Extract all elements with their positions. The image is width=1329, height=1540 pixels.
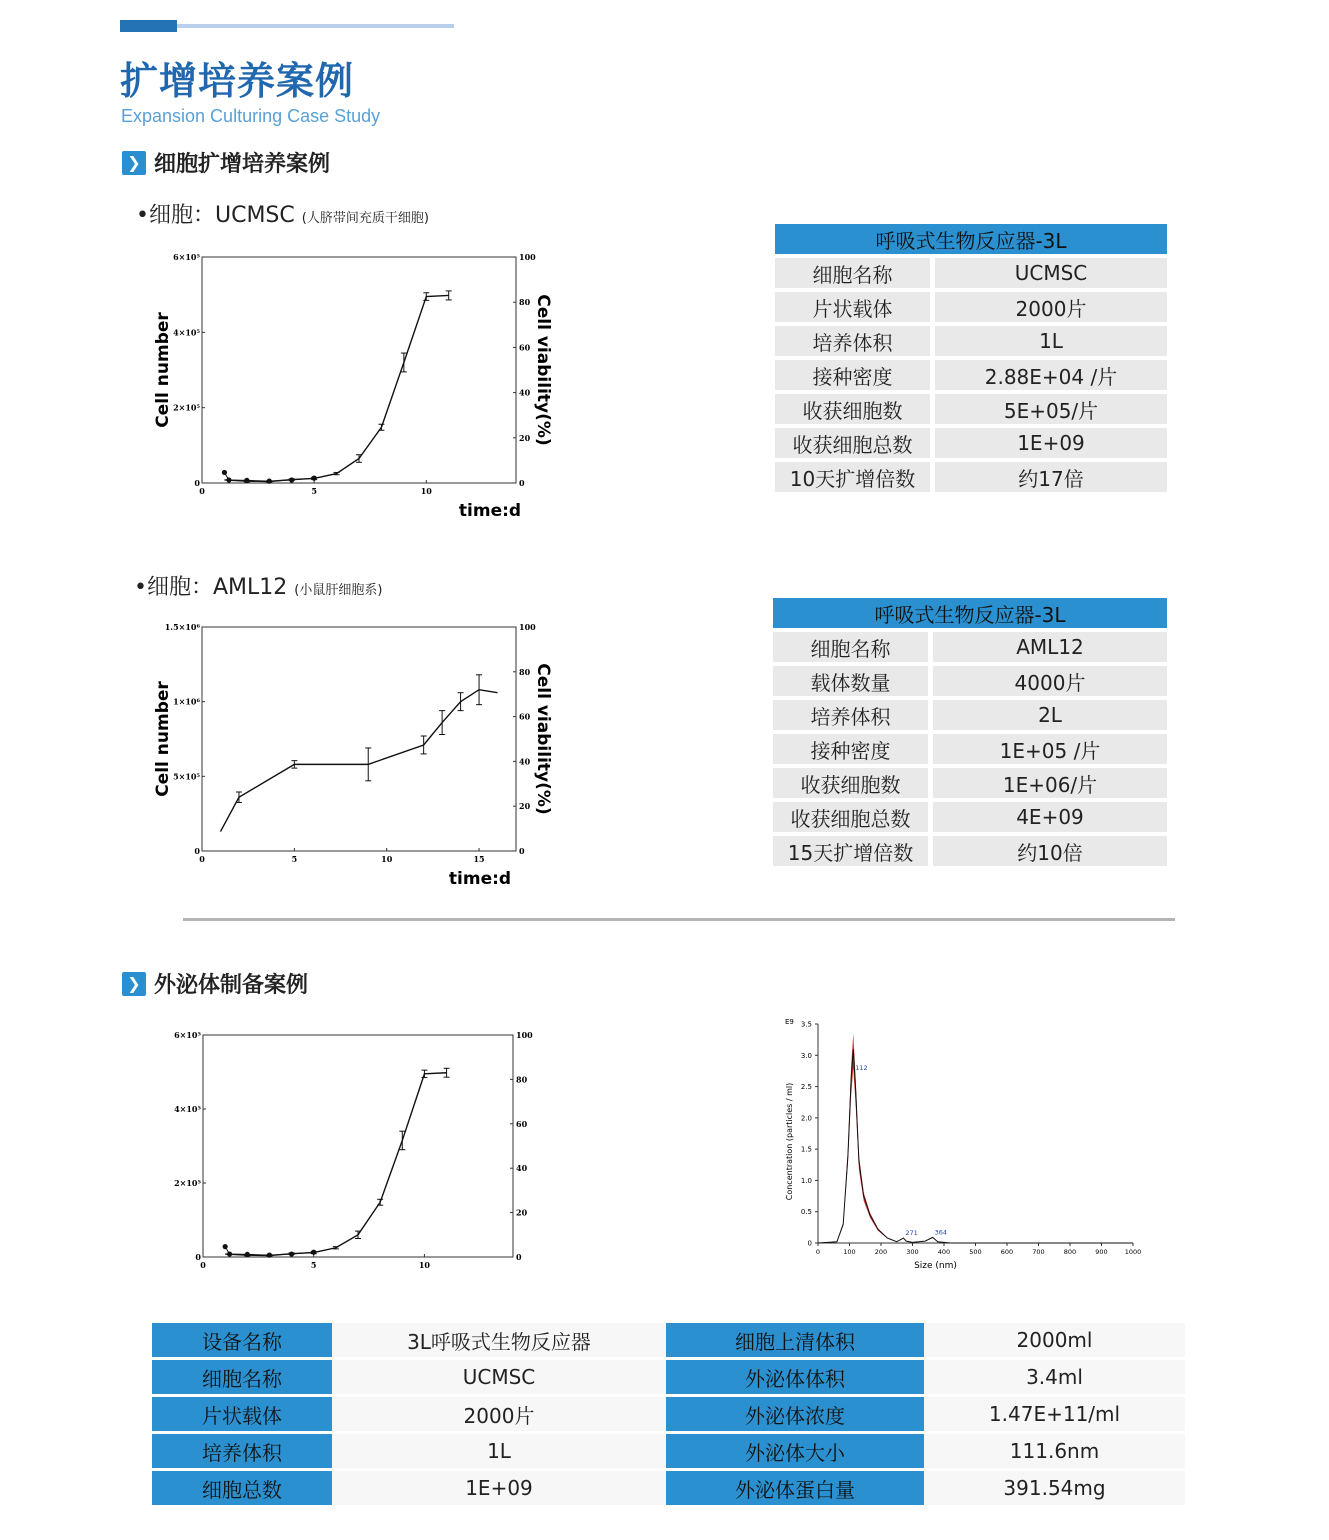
row-key: 细胞上清体积 bbox=[666, 1323, 924, 1357]
row-value: 约17倍 bbox=[935, 462, 1167, 492]
case2-cell-note: (小鼠肝细胞系) bbox=[294, 583, 383, 598]
row-value: 1E+05 /片 bbox=[933, 734, 1167, 764]
y2-tick-label: 0 bbox=[516, 1252, 522, 1262]
table-row bbox=[773, 768, 1167, 798]
viability-point bbox=[227, 1251, 232, 1256]
y-tick-label: 1.5×10⁶ bbox=[164, 622, 200, 632]
row-key: 片状载体 bbox=[775, 292, 935, 322]
row-key: 培养体积 bbox=[152, 1434, 332, 1468]
case2-cell-heading bbox=[134, 570, 382, 601]
bullet: • bbox=[134, 575, 147, 600]
header-accent-bar bbox=[120, 20, 177, 32]
y2-tick-label: 60 bbox=[519, 711, 531, 722]
row-key: 外泌体体积 bbox=[666, 1360, 924, 1394]
viability-point bbox=[222, 470, 227, 475]
x-tick-label: 700 bbox=[1032, 1248, 1045, 1256]
row-value: AML12 bbox=[933, 632, 1167, 662]
row-value: 391.54mg bbox=[924, 1471, 1185, 1505]
chevron-right-icon: ❯ bbox=[122, 972, 146, 996]
row-value: 2000片 bbox=[935, 292, 1167, 322]
y-tick-label: 4×10⁵ bbox=[173, 327, 200, 338]
y-tick-label: 2.0 bbox=[800, 1114, 812, 1123]
y2-tick-label: 20 bbox=[516, 1207, 528, 1218]
section-divider bbox=[183, 918, 1175, 921]
y-tick-label: 1.5 bbox=[800, 1145, 812, 1154]
y-tick-label: 6×10⁵ bbox=[173, 252, 200, 262]
y2-tick-label: 60 bbox=[519, 342, 531, 353]
row-key: 设备名称 bbox=[152, 1323, 332, 1357]
aml12-growth-chart bbox=[150, 615, 560, 900]
y-tick-label: 1.0 bbox=[800, 1176, 812, 1185]
bullet: • bbox=[136, 203, 149, 228]
y-tick-label: 0 bbox=[807, 1239, 812, 1248]
row-value: 1.47E+11/ml bbox=[924, 1397, 1185, 1431]
y2-tick-label: 80 bbox=[519, 666, 531, 677]
section-title: 细胞扩增培养案例 bbox=[154, 152, 331, 177]
viability-point bbox=[311, 1250, 316, 1255]
viability-point bbox=[245, 1252, 250, 1257]
row-key: 细胞名称 bbox=[773, 632, 933, 662]
x-axis-label: time:d bbox=[458, 501, 522, 521]
table-title: 呼吸式生物反应器-3L bbox=[773, 598, 1167, 628]
y-tick-label: 0 bbox=[194, 846, 200, 856]
table-row bbox=[773, 802, 1167, 832]
table-row bbox=[775, 326, 1167, 356]
plot-frame bbox=[203, 1035, 513, 1257]
viability-point bbox=[267, 479, 272, 484]
x-tick-label: 0 bbox=[815, 1248, 821, 1256]
y2-tick-label: 40 bbox=[516, 1163, 528, 1174]
row-key: 细胞总数 bbox=[152, 1471, 332, 1505]
table-row bbox=[775, 462, 1167, 492]
y2-tick-label: 40 bbox=[519, 756, 531, 767]
table-row bbox=[152, 1360, 1185, 1394]
row-key: 收获细胞数 bbox=[773, 768, 933, 798]
x-tick-label: 10 bbox=[418, 1260, 430, 1270]
row-value: 2000片 bbox=[332, 1397, 666, 1431]
y2-tick-label: 40 bbox=[519, 387, 531, 398]
page-title: 扩增培养案例 bbox=[120, 59, 355, 103]
y-tick-label: 4×10⁵ bbox=[174, 1104, 201, 1114]
table-row bbox=[775, 360, 1167, 390]
table-row bbox=[152, 1323, 1185, 1357]
x-tick-label: 10 bbox=[420, 486, 432, 496]
row-key: 外泌体大小 bbox=[666, 1434, 924, 1468]
section-exosome bbox=[122, 968, 308, 999]
row-key: 培养体积 bbox=[773, 700, 933, 730]
row-value: 4E+09 bbox=[933, 802, 1167, 832]
row-value: 5E+05/片 bbox=[935, 394, 1167, 424]
row-key: 收获细胞数 bbox=[775, 394, 935, 424]
row-key: 10天扩增倍数 bbox=[775, 462, 935, 492]
y-tick-label: 2×10⁵ bbox=[173, 402, 200, 413]
y2-tick-label: 60 bbox=[516, 1118, 528, 1129]
row-value: 1L bbox=[332, 1434, 666, 1468]
table-row bbox=[773, 734, 1167, 764]
table-row bbox=[775, 428, 1167, 458]
row-key: 接种密度 bbox=[773, 734, 933, 764]
y2-axis-label: Cell viability(%) bbox=[533, 663, 553, 815]
row-key: 载体数量 bbox=[773, 666, 933, 696]
x-tick-label: 10 bbox=[381, 854, 393, 864]
y-tick-label: 2×10⁵ bbox=[174, 1178, 201, 1188]
y-axis-label: Cell number bbox=[153, 312, 173, 428]
section-title: 外泌体制备案例 bbox=[154, 973, 309, 998]
row-value: 1E+09 bbox=[332, 1471, 666, 1505]
x-tick-label: 800 bbox=[1063, 1248, 1077, 1256]
x-tick-label: 5 bbox=[311, 486, 317, 496]
x-tick-label: 5 bbox=[291, 854, 298, 864]
plot-frame bbox=[202, 257, 516, 483]
peak-label: 271 bbox=[905, 1228, 918, 1237]
y-tick-label: 3.5 bbox=[800, 1020, 812, 1029]
chevron-right-icon: ❯ bbox=[122, 151, 146, 175]
table-row bbox=[775, 258, 1167, 288]
x-tick-label: 400 bbox=[937, 1248, 951, 1256]
x-tick-label: 200 bbox=[874, 1248, 888, 1256]
table-row bbox=[152, 1397, 1185, 1431]
table-row bbox=[773, 836, 1167, 866]
growth-line bbox=[220, 690, 497, 832]
table-row bbox=[775, 292, 1167, 322]
page-subtitle: Expansion Culturing Case Study bbox=[121, 106, 381, 126]
row-value: 3L呼吸式生物反应器 bbox=[332, 1323, 666, 1357]
y-tick-label: 0 bbox=[195, 1252, 201, 1262]
y2-tick-label: 80 bbox=[516, 1074, 528, 1085]
x-tick-label: 900 bbox=[1095, 1248, 1108, 1256]
table-title: 呼吸式生物反应器-3L bbox=[775, 224, 1167, 254]
peak-label: 112 bbox=[855, 1064, 868, 1073]
row-value: 2000ml bbox=[924, 1323, 1185, 1357]
row-value: 4000片 bbox=[933, 666, 1167, 696]
viability-point bbox=[226, 477, 231, 482]
row-key: 细胞名称 bbox=[152, 1360, 332, 1394]
row-value: UCMSC bbox=[935, 258, 1167, 288]
case2-cell-label: 细胞：AML12 bbox=[146, 575, 288, 600]
viability-point bbox=[223, 1244, 228, 1249]
exosome-spec-table bbox=[152, 1320, 1185, 1508]
table-row bbox=[775, 394, 1167, 424]
row-key: 细胞名称 bbox=[775, 258, 935, 288]
y2-tick-label: 80 bbox=[519, 297, 531, 308]
row-value: 2L bbox=[933, 700, 1167, 730]
y-tick-label: 1×10⁶ bbox=[173, 696, 200, 707]
viability-point bbox=[289, 1251, 294, 1256]
ucmsc-growth-chart bbox=[150, 245, 560, 525]
y-tick-label: 0 bbox=[194, 478, 200, 488]
x-tick-label: 0 bbox=[199, 854, 205, 864]
table-row bbox=[152, 1434, 1185, 1468]
x-tick-label: 15 bbox=[473, 854, 485, 864]
x-tick-label: 600 bbox=[1000, 1248, 1014, 1256]
viability-point bbox=[312, 476, 317, 481]
y-axis-label: Cell number bbox=[153, 681, 173, 797]
x-tick-label: 100 bbox=[843, 1248, 856, 1256]
row-value: 约10倍 bbox=[933, 836, 1167, 866]
x-tick-label: 0 bbox=[200, 1260, 206, 1270]
y2-tick-label: 100 bbox=[519, 622, 536, 632]
x-tick-label: 5 bbox=[310, 1260, 317, 1270]
growth-line bbox=[224, 295, 448, 481]
row-key: 培养体积 bbox=[775, 326, 935, 356]
row-key: 外泌体浓度 bbox=[666, 1397, 924, 1431]
viability-point bbox=[289, 477, 294, 482]
row-key: 外泌体蛋白量 bbox=[666, 1471, 924, 1505]
y2-tick-label: 0 bbox=[519, 846, 525, 856]
chart-title: E9 bbox=[785, 1018, 794, 1026]
y2-tick-label: 20 bbox=[519, 801, 531, 812]
nta-size-distribution-chart bbox=[775, 1012, 1155, 1277]
mean-curve bbox=[818, 1049, 1133, 1243]
row-key: 接种密度 bbox=[775, 360, 935, 390]
header-accent-line bbox=[177, 24, 454, 28]
case1-cell-heading bbox=[136, 198, 429, 229]
viability-point bbox=[244, 478, 249, 483]
row-key: 片状载体 bbox=[152, 1397, 332, 1431]
ucmsc-spec-table bbox=[775, 220, 1167, 496]
row-key: 15天扩增倍数 bbox=[773, 836, 933, 866]
row-value: 2.88E+04 /片 bbox=[935, 360, 1167, 390]
y-tick-label: 5×10⁵ bbox=[173, 771, 200, 782]
case1-cell-note: (人脐带间充质干细胞) bbox=[301, 211, 429, 226]
table-row bbox=[773, 632, 1167, 662]
row-value: UCMSC bbox=[332, 1360, 666, 1394]
row-key: 收获细胞总数 bbox=[775, 428, 935, 458]
y2-tick-label: 100 bbox=[519, 252, 536, 262]
peak-label: 364 bbox=[934, 1228, 948, 1237]
y2-tick-label: 0 bbox=[519, 478, 525, 488]
y-tick-label: 3.0 bbox=[800, 1051, 812, 1060]
y-tick-label: 0.5 bbox=[800, 1208, 812, 1217]
case1-cell-label: 细胞：UCMSC bbox=[148, 203, 295, 228]
x-axis-label: time:d bbox=[448, 869, 512, 889]
x-axis-label: Size (nm) bbox=[914, 1261, 957, 1271]
aml12-spec-table bbox=[773, 594, 1167, 870]
y2-tick-label: 20 bbox=[519, 432, 531, 443]
table-row bbox=[773, 666, 1167, 696]
y-tick-label: 6×10⁵ bbox=[174, 1030, 201, 1040]
row-value: 3.4ml bbox=[924, 1360, 1185, 1394]
row-value: 1E+09 bbox=[935, 428, 1167, 458]
x-tick-label: 500 bbox=[969, 1248, 982, 1256]
y2-axis-label: Cell viability(%) bbox=[533, 294, 553, 446]
row-key: 收获细胞总数 bbox=[773, 802, 933, 832]
x-tick-label: 300 bbox=[906, 1248, 919, 1256]
section-cell-expansion bbox=[122, 147, 330, 178]
x-tick-label: 0 bbox=[199, 486, 205, 496]
table-row bbox=[773, 700, 1167, 730]
viability-point bbox=[267, 1253, 272, 1258]
table-row bbox=[152, 1471, 1185, 1505]
row-value: 1E+06/片 bbox=[933, 768, 1167, 798]
row-value: 1L bbox=[935, 326, 1167, 356]
y2-tick-label: 100 bbox=[516, 1030, 533, 1040]
exosome-growth-chart bbox=[150, 1025, 550, 1275]
x-tick-label: 1000 bbox=[1124, 1248, 1142, 1256]
y-tick-label: 2.5 bbox=[800, 1083, 812, 1092]
growth-line bbox=[225, 1073, 446, 1256]
row-value: 111.6nm bbox=[924, 1434, 1185, 1468]
y-axis-label: Concentration (particles / ml) bbox=[785, 1082, 794, 1201]
plot-frame bbox=[202, 627, 516, 851]
